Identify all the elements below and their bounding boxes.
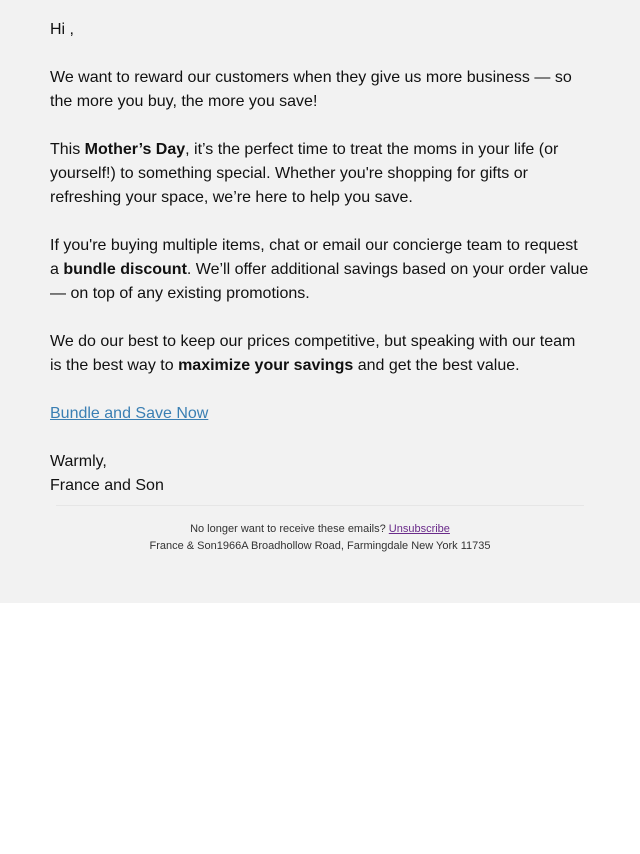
- text-segment: This: [50, 141, 85, 158]
- text-segment: and get the best value.: [353, 357, 520, 374]
- bundle-discount-emphasis: bundle discount: [63, 261, 187, 278]
- text-segment: If you're buying multiple items, chat or email our concierge team to request a: [50, 237, 578, 278]
- mothers-day-paragraph: [50, 138, 590, 210]
- maximize-savings-emphasis: maximize your savings: [178, 357, 354, 374]
- email-footer: [0, 521, 640, 555]
- bundle-paragraph: [50, 234, 590, 306]
- email-content: [50, 18, 590, 498]
- intro-paragraph: We want to reward our customers when they give us more business — so the more you buy, the more you save!: [50, 69, 572, 110]
- signoff: Warmly,: [50, 453, 107, 470]
- text-segment: . We’ll offer additional savings based on your order value — on top of any existing promotions.: [50, 261, 589, 302]
- savings-paragraph: [50, 330, 590, 378]
- cta-paragraph: [50, 402, 590, 426]
- bundle-and-save-link[interactable]: Bundle and Save Now: [50, 405, 209, 422]
- text-segment: We do our best to keep our prices competitive, but speaking with our team is the best way to: [50, 333, 576, 374]
- greeting: Hi ,: [50, 21, 74, 38]
- unsubscribe-line: [0, 521, 640, 538]
- footer-divider: [56, 505, 584, 506]
- text-segment: , it’s the perfect time to treat the moms in your life (or yourself!) to something special. Whether you're shopping for gifts or refreshing your space, we’re here to help you save.: [50, 141, 559, 206]
- unsubscribe-prompt: No longer want to receive these emails?: [190, 523, 389, 535]
- mothers-day-emphasis: Mother’s Day: [84, 141, 186, 158]
- company-address: France & Son1966A Broadhollow Road, Farmingdale New York 11735: [149, 540, 491, 552]
- unsubscribe-link[interactable]: Unsubscribe: [388, 523, 450, 535]
- signature: France and Son: [50, 477, 164, 494]
